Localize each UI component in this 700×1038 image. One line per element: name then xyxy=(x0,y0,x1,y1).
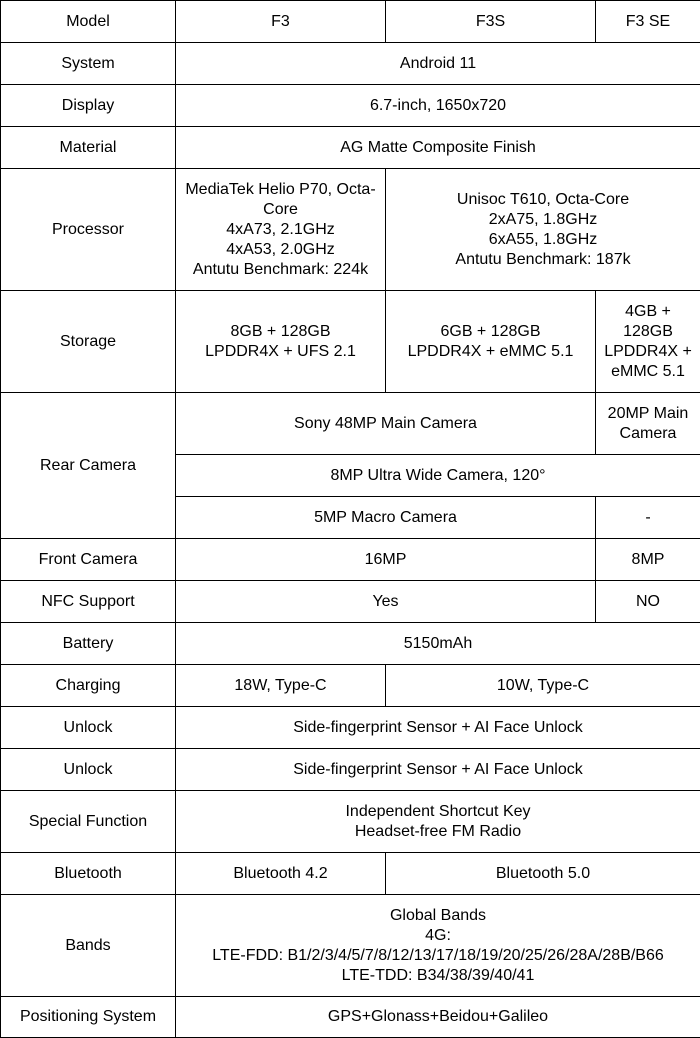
cell-unlock-2: Side-fingerprint Sensor + AI Face Unlock xyxy=(176,749,700,791)
header-f3se: F3 SE xyxy=(596,1,700,43)
cell-front-f3se: 8MP xyxy=(596,539,700,581)
table-row-rear-camera-main xyxy=(1,393,700,455)
row-label-nfc: NFC Support xyxy=(1,581,176,623)
table-row-special-function xyxy=(1,791,700,853)
row-label-charging: Charging xyxy=(1,665,176,707)
cell-bluetooth-f3s-se: Bluetooth 5.0 xyxy=(386,853,700,895)
row-label-rear-camera: Rear Camera xyxy=(1,393,176,539)
table-row-material xyxy=(1,127,700,169)
cell-unlock: Side-fingerprint Sensor + AI Face Unlock xyxy=(176,707,700,749)
row-label-front-camera: Front Camera xyxy=(1,539,176,581)
cell-rear-macro-f3-f3s: 5MP Macro Camera xyxy=(176,497,596,539)
cell-rear-main-f3se: 20MP Main Camera xyxy=(596,393,700,455)
cell-charging-f3s-se: 10W, Type-C xyxy=(386,665,700,707)
cell-storage-f3se: 4GB + 128GB LPDDR4X + eMMC 5.1 xyxy=(596,291,700,393)
cell-processor-f3s-se: Unisoc T610, Octa-Core 2xA75, 1.8GHz 6xA55, 1.8GHz Antutu Benchmark: 187k xyxy=(386,169,700,291)
row-label-positioning: Positioning System xyxy=(1,997,176,1038)
table-row-bluetooth xyxy=(1,853,700,895)
cell-rear-ultra-wide: 8MP Ultra Wide Camera, 120° xyxy=(176,455,700,497)
cell-positioning: GPS+Glonass+Beidou+Galileo xyxy=(176,997,700,1038)
row-label-storage: Storage xyxy=(1,291,176,393)
table-row-processor xyxy=(1,169,700,291)
table-row-nfc xyxy=(1,581,700,623)
cell-rear-macro-f3se: - xyxy=(596,497,700,539)
table-row-display xyxy=(1,85,700,127)
row-label-special-function: Special Function xyxy=(1,791,176,853)
row-label-unlock: Unlock xyxy=(1,707,176,749)
header-f3s: F3S xyxy=(386,1,596,43)
table-row-bands xyxy=(1,895,700,997)
cell-storage-f3: 8GB + 128GB LPDDR4X + UFS 2.1 xyxy=(176,291,386,393)
cell-front-f3-f3s: 16MP xyxy=(176,539,596,581)
row-label-bands: Bands xyxy=(1,895,176,997)
cell-processor-f3: MediaTek Helio P70, Octa-Core 4xA73, 2.1GHz 4xA53, 2.0GHz Antutu Benchmark: 224k xyxy=(176,169,386,291)
table-row-positioning xyxy=(1,997,700,1038)
table-row-battery xyxy=(1,623,700,665)
row-label-material: Material xyxy=(1,127,176,169)
table-row-unlock-2 xyxy=(1,749,700,791)
cell-charging-f3: 18W, Type-C xyxy=(176,665,386,707)
table-row-storage xyxy=(1,291,700,393)
cell-system: Android 11 xyxy=(176,43,700,85)
row-label-unlock-2: Unlock xyxy=(1,749,176,791)
row-label-processor: Processor xyxy=(1,169,176,291)
cell-nfc-f3-f3s: Yes xyxy=(176,581,596,623)
cell-material: AG Matte Composite Finish xyxy=(176,127,700,169)
table-row-charging xyxy=(1,665,700,707)
row-label-display: Display xyxy=(1,85,176,127)
table-row-front-camera xyxy=(1,539,700,581)
row-label-battery: Battery xyxy=(1,623,176,665)
cell-battery: 5150mAh xyxy=(176,623,700,665)
cell-display: 6.7-inch, 1650x720 xyxy=(176,85,700,127)
header-f3: F3 xyxy=(176,1,386,43)
row-label-model: Model xyxy=(1,1,176,43)
table-row-model xyxy=(1,1,700,43)
row-label-bluetooth: Bluetooth xyxy=(1,853,176,895)
cell-nfc-f3se: NO xyxy=(596,581,700,623)
cell-bands: Global Bands 4G: LTE-FDD: B1/2/3/4/5/7/8/12/13/17/18/19/20/25/26/28A/28B/B66 LTE-TDD: B34/38/39/40/41 xyxy=(176,895,700,997)
cell-bluetooth-f3: Bluetooth 4.2 xyxy=(176,853,386,895)
cell-storage-f3s: 6GB + 128GB LPDDR4X + eMMC 5.1 xyxy=(386,291,596,393)
table-row-system xyxy=(1,43,700,85)
cell-special-function: Independent Shortcut Key Headset-free FM Radio xyxy=(176,791,700,853)
table-row-unlock xyxy=(1,707,700,749)
cell-rear-main-f3-f3s: Sony 48MP Main Camera xyxy=(176,393,596,455)
row-label-system: System xyxy=(1,43,176,85)
